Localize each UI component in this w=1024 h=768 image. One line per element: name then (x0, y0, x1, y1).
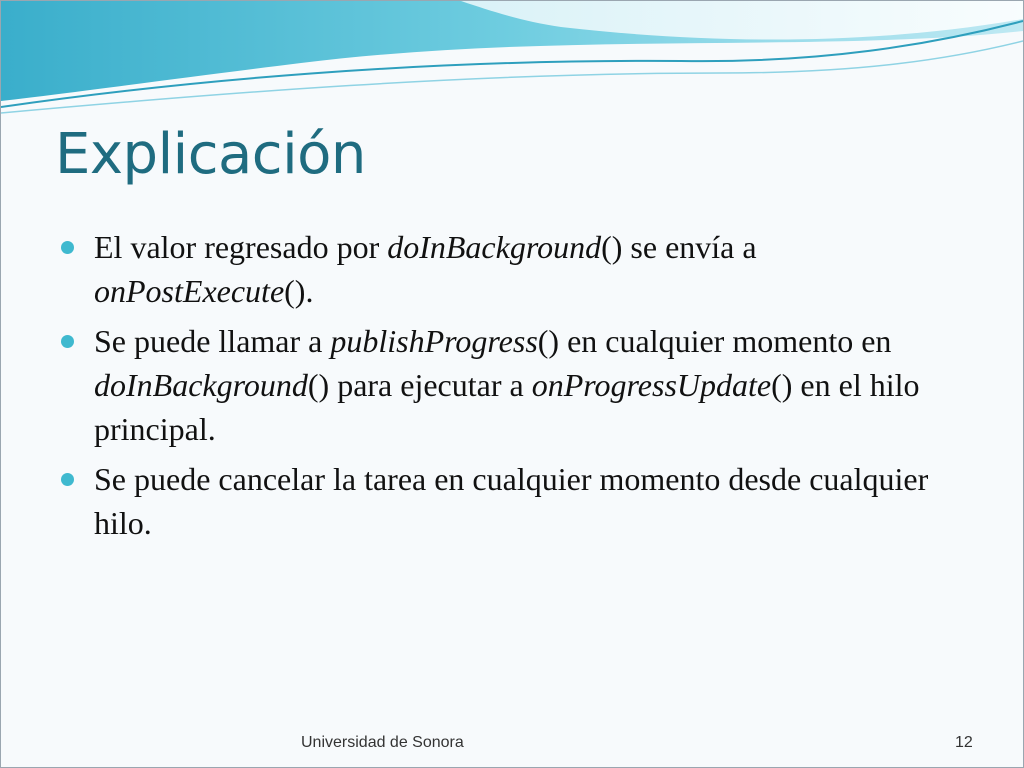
bullet-code-term: publishProgress (330, 323, 538, 359)
bullet-code-term: onPostExecute (94, 273, 285, 309)
header-wave-decoration (1, 1, 1023, 121)
bullet-text: Se puede llamar a (94, 323, 331, 359)
bullet-dot-icon (61, 473, 74, 486)
bullet-item (61, 457, 941, 545)
bullet-item (61, 319, 941, 451)
bullet-text: () se envía a (601, 229, 757, 265)
bullet-text: Se puede cancelar la tarea en cualquier momento desde cualquier hilo. (94, 461, 929, 541)
bullet-text: () para ejecutar a (307, 367, 532, 403)
bullet-dot-icon (61, 335, 74, 348)
bullet-text: () en el hilo principal. (94, 367, 920, 447)
bullet-code-term: doInBackground (94, 367, 308, 403)
bullet-dot-icon (61, 241, 74, 254)
bullet-text: (). (284, 273, 314, 309)
bullet-text: El valor regresado por (94, 229, 388, 265)
slide-title: Explicación (55, 122, 366, 187)
bullet-text: () en cualquier momento en (537, 323, 892, 359)
footer-institution: Universidad de Sonora (301, 734, 464, 751)
bullet-item (61, 225, 941, 313)
bullet-code-term: onProgressUpdate (531, 367, 772, 403)
bullet-list (61, 225, 941, 551)
bullet-code-term: doInBackground (387, 229, 602, 265)
footer-page-number: 12 (955, 734, 973, 751)
